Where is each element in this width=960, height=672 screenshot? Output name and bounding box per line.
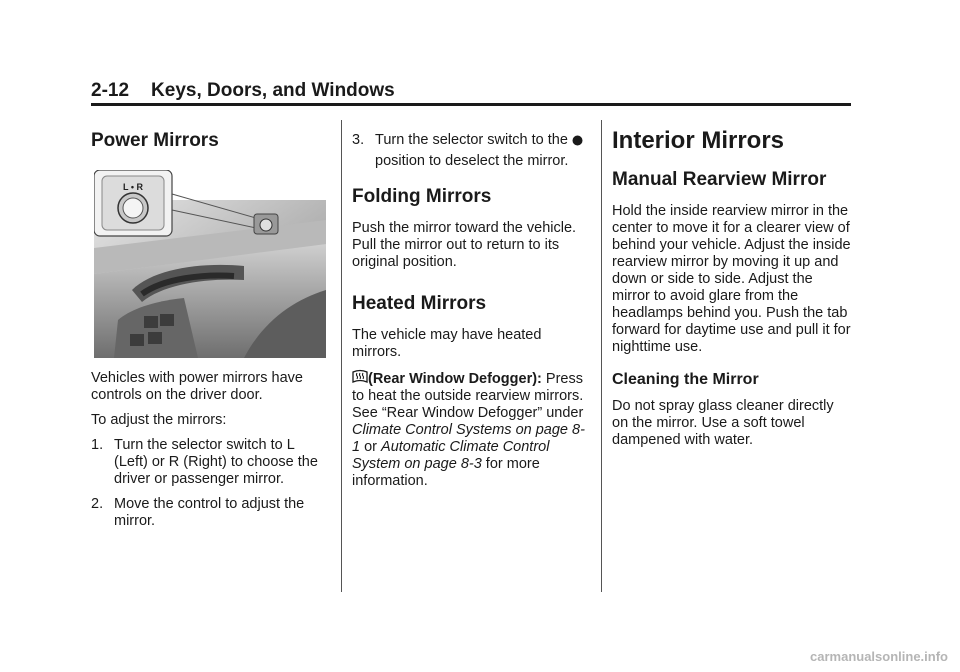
column-3 xyxy=(612,127,852,457)
header-rule xyxy=(91,103,851,106)
rear-defogger-icon xyxy=(352,369,368,385)
folding-mirrors-heading: Folding Mirrors xyxy=(352,186,492,207)
window-switch xyxy=(148,332,162,344)
switch-lr-label: L • R xyxy=(123,182,143,192)
automatic-climate-link[interactable]: Automatic Climate Control System on page 8-3 xyxy=(352,439,550,472)
power-mirrors-intro: Vehicles with power mirrors have controls on the driver door. xyxy=(91,370,303,403)
center-position-icon xyxy=(572,135,583,146)
column-divider-2 xyxy=(601,120,602,592)
adjust-lead: To adjust the mirrors: xyxy=(91,412,227,428)
climate-control-link[interactable]: Climate Control Systems on page 8-1 xyxy=(352,422,585,455)
window-switch xyxy=(144,316,158,328)
watermark: carmanualsonline.info xyxy=(810,649,948,664)
power-mirrors-heading: Power Mirrors xyxy=(91,130,219,151)
column-1 xyxy=(91,130,331,152)
cleaning-heading: Cleaning the Mirror xyxy=(612,371,759,388)
manual-rearview-heading: Manual Rearview Mirror xyxy=(612,169,827,190)
power-mirror-control-figure xyxy=(94,170,326,358)
list-item: 1. Turn the selector switch to L (Left) or R (Right) to choose the driver or passenger mirror. xyxy=(91,437,318,487)
cleaning-text: Do not spray glass cleaner directly on the mirror. Use a soft towel dampened with water. xyxy=(612,398,834,448)
column-1-body xyxy=(91,370,331,538)
page-number: 2-12 xyxy=(91,80,130,101)
list-item: 3. Turn the selector switch to the position to deselect the mirror. xyxy=(352,130,592,172)
manual-rearview-text: Hold the inside rearview mirror in the center to move it for a clearer view of behind your vehicle. Adjust the inside rearview mirror by moving it up and down or side to side. Adjust the mirror to avoid glare from the headlamps behind you. Push the tab forward for daytime use and pull it for nighttime use. xyxy=(612,203,851,355)
defogger-paragraph: (Rear Window Defogger): Press to heat the outside rearview mirrors. See “Rear Window Defogger” under Climate Control Systems on page 8-1 or Automatic Climate Control System on page 8-3 for more information. xyxy=(352,371,585,489)
column-divider-1 xyxy=(341,120,342,592)
window-switch xyxy=(160,314,174,326)
list-item: 2. Move the control to adjust the mirror. xyxy=(91,496,305,529)
heated-mirrors-heading: Heated Mirrors xyxy=(352,293,487,314)
page-header xyxy=(91,80,395,102)
window-switch xyxy=(130,334,144,346)
interior-mirrors-heading: Interior Mirrors xyxy=(612,127,785,154)
folding-mirrors-text: Push the mirror toward the vehicle. Pull the mirror out to return to its original position. xyxy=(352,220,577,270)
section-title: Keys, Doors, and Windows xyxy=(151,80,395,101)
column-2 xyxy=(352,130,592,498)
heated-mirrors-text: The vehicle may have heated mirrors. xyxy=(352,327,542,360)
defogger-label: (Rear Window Defogger): xyxy=(368,371,542,387)
